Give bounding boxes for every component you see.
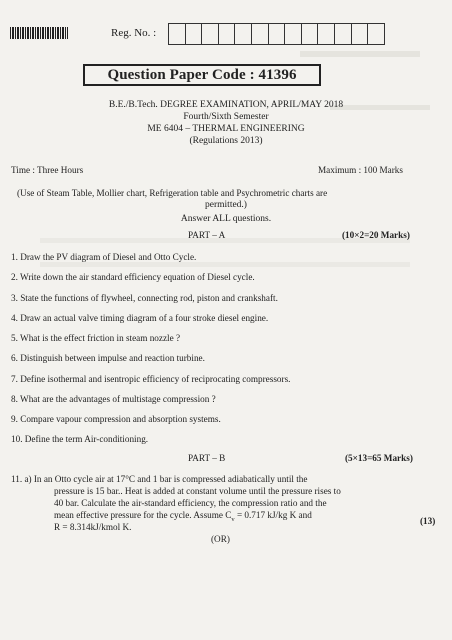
time-label: Time : Three Hours <box>11 165 84 175</box>
answer-all-instruction: Answer ALL questions. <box>180 214 272 224</box>
or-separator: (OR) <box>211 534 230 544</box>
part-b-marks: (5×13=65 Marks) <box>345 453 413 463</box>
part-a-title: PART – A <box>188 230 226 240</box>
question-11a-marks: (13) <box>420 516 436 526</box>
question-item: 7. Define isothermal and isentropic efficiency of reciprocating compressors. <box>11 374 291 384</box>
question-item: 5. What is the effect friction in steam nozzle ? <box>11 333 181 343</box>
instruction-note: (Use of Steam Table, Mollier chart, Refrigeration table and Psychrometric charts are <box>17 188 328 198</box>
barcode <box>10 27 68 39</box>
question-item: 2. Write down the air standard efficiency equation of Diesel cycle. <box>11 272 255 282</box>
question-item: 9. Compare vapour compression and absorption systems. <box>11 414 221 424</box>
max-marks-label: Maximum : 100 Marks <box>318 165 403 175</box>
instruction-note-cont: permitted.) <box>205 200 247 210</box>
bleed-through <box>40 262 410 267</box>
part-b-title: PART – B <box>188 453 226 463</box>
question-11a-line: 40 bar. Calculate the air-standard efficiency, the compression ratio and the <box>54 498 327 508</box>
question-11a-line: R = 8.314kJ/kmol K. <box>54 522 132 532</box>
part-a-marks: (10×2=20 Marks) <box>342 230 410 240</box>
question-paper-code: Question Paper Code : 41396 <box>83 64 321 86</box>
degree-line: B.E./B.Tech. DEGREE EXAMINATION, APRIL/MAY 2018 <box>108 100 344 110</box>
question-item: 8. What are the advantages of multistage compression ? <box>11 394 216 404</box>
question-item: 10. Define the term Air-conditioning. <box>11 434 149 444</box>
question-11a-line: 11. a) In an Otto cycle air at 17°C and 1 bar is compressed adiabatically until the <box>11 474 308 484</box>
question-item: 4. Draw an actual valve timing diagram of a four stroke diesel engine. <box>11 313 269 323</box>
question-11a-line: mean effective pressure for the cycle. Assume $C_v = 0.717$ kJ/kg K and <box>54 510 312 523</box>
semester-line: Fourth/Sixth Semester <box>183 112 269 122</box>
reg-no-label: Reg. No. : <box>111 27 157 39</box>
question-item: 1. Draw the PV diagram of Diesel and Otto Cycle. <box>11 252 197 262</box>
question-11a-line: pressure is 15 bar.. Heat is added at constant volume until the pressure rises to <box>54 486 341 496</box>
subject-line: ME 6404 – THERMAL ENGINEERING <box>147 124 305 134</box>
question-item: 6. Distinguish between impulse and reaction turbine. <box>11 353 205 363</box>
bleed-through <box>300 51 420 57</box>
question-item: 3. State the functions of flywheel, connecting rod, piston and crankshaft. <box>11 293 278 303</box>
reg-no-boxes <box>169 23 385 45</box>
regulations-line: (Regulations 2013) <box>189 136 263 146</box>
